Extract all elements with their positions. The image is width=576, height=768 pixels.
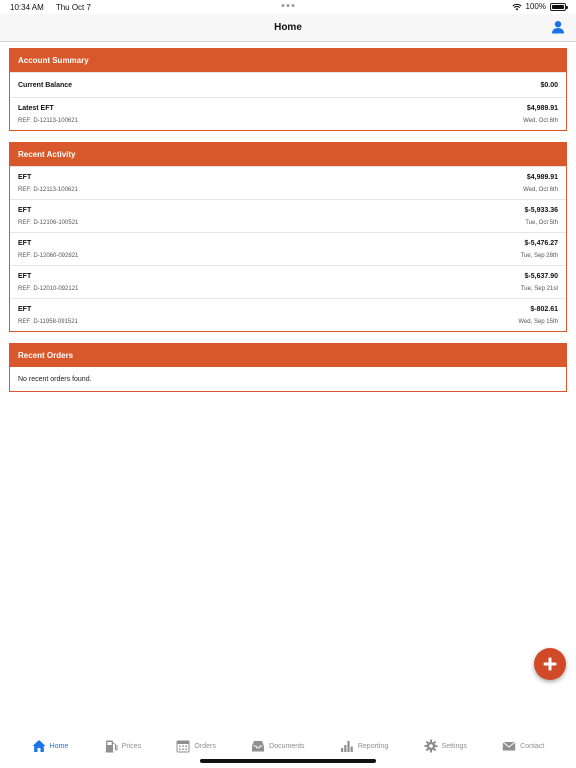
activity-amount: $-5,933.36	[524, 206, 558, 214]
activity-ref: REF: D-12113-100621	[18, 186, 78, 193]
recent-orders-card	[9, 343, 567, 392]
status-time: 10:34 AM	[10, 2, 44, 12]
tab-documents[interactable]	[251, 739, 304, 753]
bar-chart-icon	[340, 739, 354, 753]
fuel-pump-icon	[104, 739, 118, 753]
latest-eft-label: Latest EFT	[18, 104, 54, 112]
latest-eft-amount: $4,989.91	[526, 104, 558, 112]
tab-label: Orders	[194, 742, 216, 750]
no-orders-message: No recent orders found.	[18, 375, 92, 383]
tab-label: Home	[49, 742, 69, 750]
envelope-icon	[502, 739, 516, 753]
status-bar	[0, 0, 576, 14]
activity-ref: REF: D-12010-092121	[18, 285, 79, 292]
activity-ref: REF: D-12106-100521	[18, 219, 79, 226]
tab-contact[interactable]	[502, 739, 544, 753]
navigation-bar	[0, 14, 576, 42]
activity-date: Tue, Oct 5th	[525, 219, 558, 226]
inbox-icon	[251, 739, 265, 753]
tab-label: Documents	[269, 742, 305, 750]
activity-row[interactable]	[10, 265, 566, 298]
tab-settings[interactable]	[424, 739, 467, 753]
recent-activity-header: Recent Activity	[10, 143, 566, 166]
tab-reporting[interactable]	[340, 739, 388, 753]
activity-row[interactable]	[10, 166, 566, 199]
gear-icon	[424, 739, 438, 753]
multitasking-dots-icon[interactable]	[282, 4, 295, 7]
plus-icon	[542, 656, 558, 672]
battery-fill	[552, 5, 564, 9]
activity-type: EFT	[18, 239, 32, 247]
activity-row[interactable]	[10, 298, 566, 331]
activity-type: EFT	[18, 272, 32, 280]
activity-amount: $4,989.91	[526, 173, 558, 181]
page-title: Home	[274, 22, 302, 33]
latest-eft-date: Wed, Oct 6th	[523, 117, 558, 124]
wifi-icon	[512, 3, 522, 11]
activity-amount: $-802.61	[530, 305, 558, 313]
activity-type: EFT	[18, 173, 32, 181]
tab-label: Prices	[121, 742, 142, 750]
account-summary-card	[9, 48, 567, 131]
account-summary-header: Account Summary	[10, 49, 566, 72]
activity-type: EFT	[18, 206, 32, 214]
calendar-icon	[176, 739, 190, 753]
status-date: Thu Oct 7	[55, 2, 91, 12]
tab-orders[interactable]	[176, 739, 215, 753]
latest-eft-row[interactable]	[10, 97, 566, 130]
current-balance-value: $0.00	[540, 81, 558, 89]
current-balance-label: Current Balance	[18, 81, 73, 89]
tab-label: Settings	[441, 742, 467, 750]
battery-percent: 100%	[525, 2, 546, 11]
activity-row[interactable]	[10, 199, 566, 232]
activity-date: Tue, Sep 21st	[520, 285, 558, 292]
current-balance-row[interactable]	[10, 72, 566, 97]
home-content	[9, 48, 567, 403]
activity-date: Wed, Oct 6th	[523, 186, 558, 193]
recent-orders-header: Recent Orders	[10, 344, 566, 367]
activity-amount: $-5,637.90	[524, 272, 558, 280]
tab-bar	[0, 732, 576, 760]
activity-ref: REF: D-12060-092821	[18, 252, 79, 259]
activity-ref: REF: D-11958-091521	[18, 318, 78, 325]
tab-label: Reporting	[357, 742, 389, 750]
activity-date: Wed, Sep 15th	[518, 318, 558, 325]
activity-row[interactable]	[10, 232, 566, 265]
tab-label: Contact	[520, 742, 545, 750]
activity-amount: $-5,476.27	[524, 239, 558, 247]
activity-type: EFT	[18, 305, 32, 313]
tab-home[interactable]	[32, 739, 69, 753]
home-indicator[interactable]	[200, 759, 376, 763]
activity-date: Tue, Sep 28th	[520, 252, 558, 259]
tab-prices[interactable]	[104, 739, 141, 753]
home-icon	[32, 739, 46, 753]
add-button[interactable]	[534, 648, 566, 680]
recent-activity-card	[9, 142, 567, 332]
battery-icon	[550, 3, 566, 11]
profile-icon[interactable]	[551, 20, 565, 34]
latest-eft-ref: REF: D-12113-100621	[18, 117, 78, 124]
